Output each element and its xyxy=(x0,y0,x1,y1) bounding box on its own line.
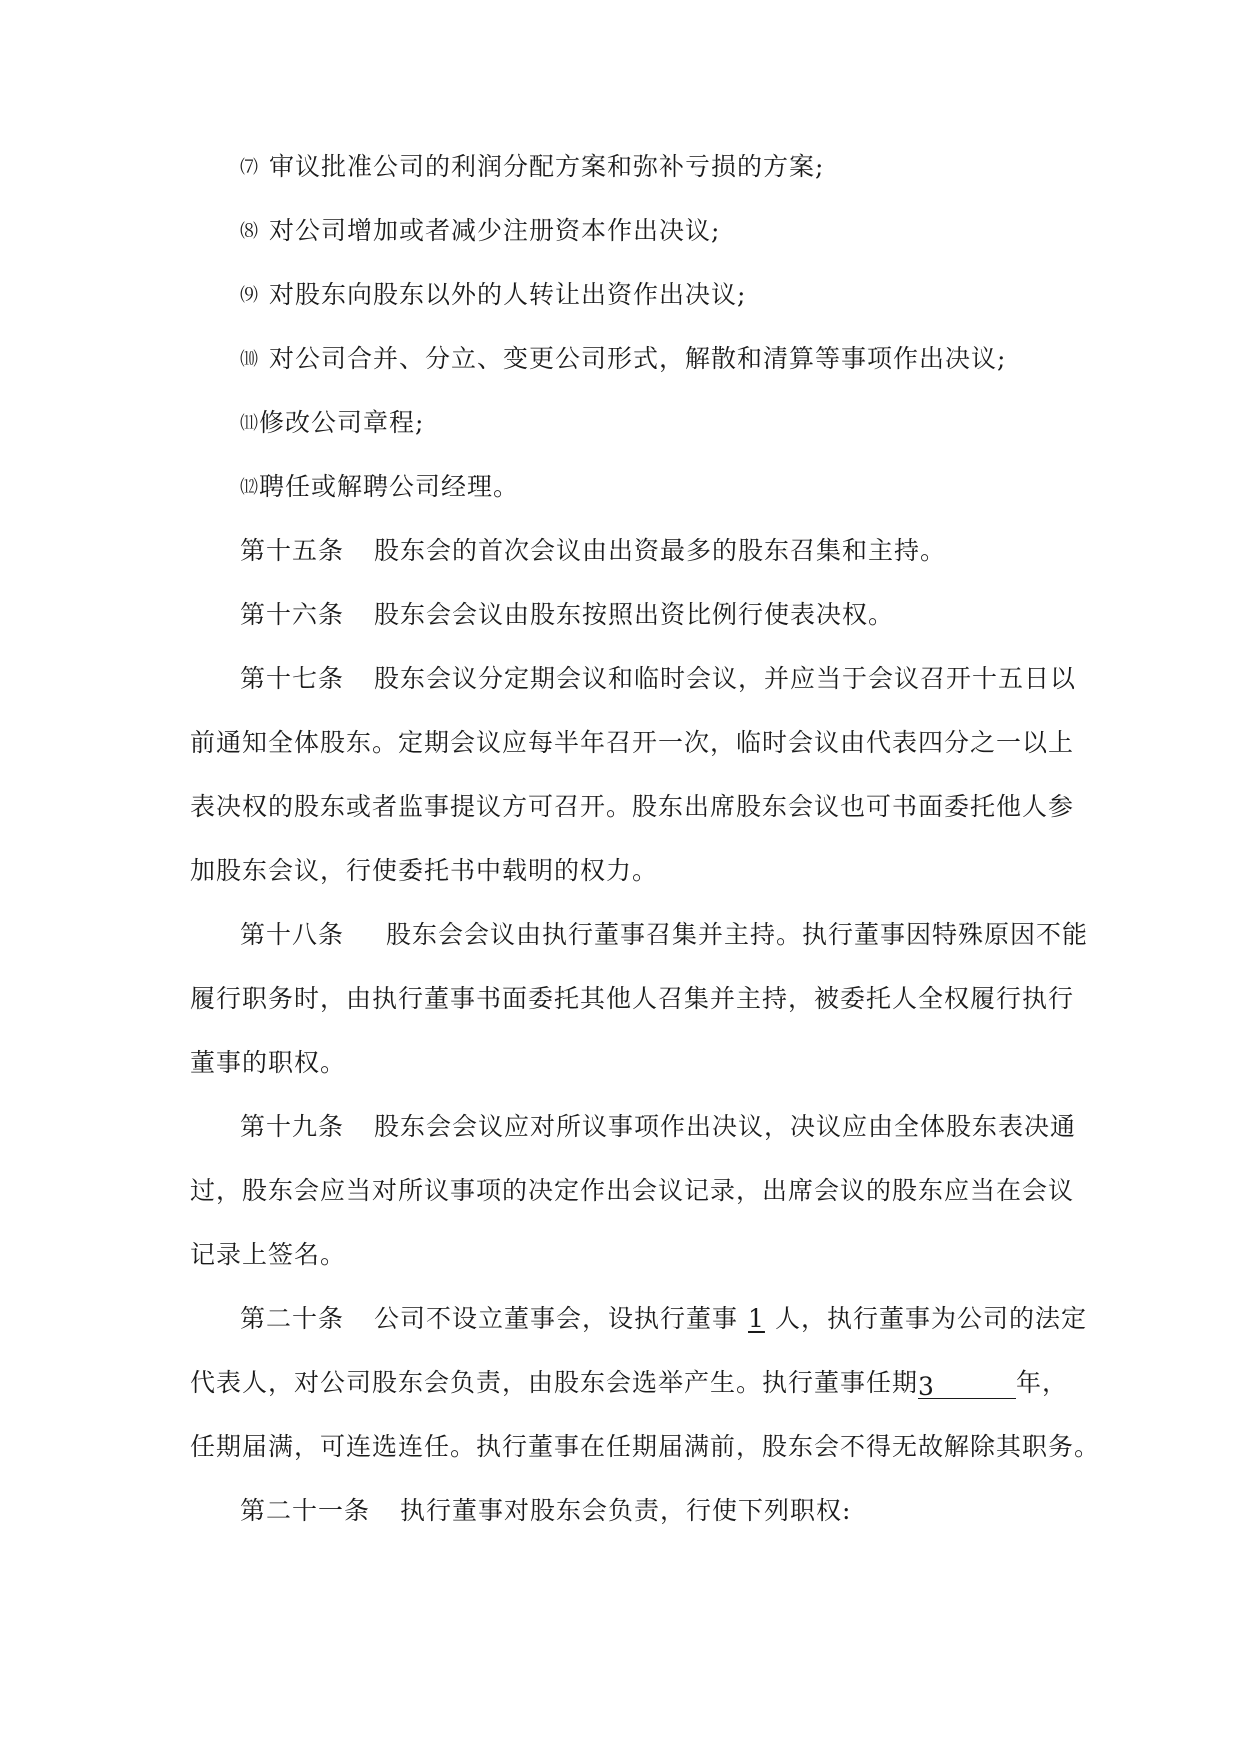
directors-count-field: 1 xyxy=(748,1304,765,1333)
article-19-line: 记录上签名。 xyxy=(190,1240,347,1269)
item-text: 对股东向股东以外的人转让出资作出决议; xyxy=(269,280,747,309)
article-heading: 第二十一条 xyxy=(240,1496,371,1525)
list-item xyxy=(240,152,824,183)
item-number: ⑾ xyxy=(240,413,259,434)
article-20-line xyxy=(190,1368,1068,1399)
item-number: ⑿ xyxy=(240,477,259,498)
article-19 xyxy=(240,1112,1076,1142)
article-text: 股东会的首次会议由出资最多的股东召集和主持。 xyxy=(374,536,947,565)
item-text: 修改公司章程; xyxy=(259,408,425,437)
article-17 xyxy=(240,664,1076,694)
article-20 xyxy=(240,1304,1087,1334)
article-heading: 第十九条 xyxy=(240,1112,345,1141)
article-17-line: 前通知全体股东。定期会议应每半年召开一次，临时会议由代表四分之一以上 xyxy=(190,728,1075,757)
article-21 xyxy=(240,1496,851,1526)
article-heading: 第十八条 xyxy=(240,920,345,949)
item-text: 聘任或解聘公司经理。 xyxy=(259,472,520,501)
article-text: 公司不设立董事会，设执行董事 xyxy=(374,1304,739,1333)
term-years-value: 3 xyxy=(918,1372,935,1401)
article-text: 股东会会议由执行董事召集并主持。执行董事因特殊原因不能 xyxy=(386,920,1089,949)
article-text: 代表人，对公司股东会负责，由股东会选举产生。执行董事任期 xyxy=(190,1368,919,1397)
list-item xyxy=(240,344,1006,375)
article-16 xyxy=(240,600,894,630)
item-text: 对公司增加或者减少注册资本作出决议; xyxy=(269,216,721,245)
article-15 xyxy=(240,536,946,566)
article-17-line: 加股东会议，行使委托书中载明的权力。 xyxy=(190,856,659,885)
item-number: ⑺ xyxy=(240,157,259,178)
term-years-field xyxy=(918,1372,1016,1399)
article-18-line: 履行职务时，由执行董事书面委托其他人召集并主持，被委托人全权履行执行 xyxy=(190,984,1075,1013)
article-heading: 第十七条 xyxy=(240,664,345,693)
list-item xyxy=(240,408,424,439)
article-20-line: 任期届满，可连选连任。执行董事在任期届满前，股东会不得无故解除其职务。 xyxy=(190,1432,1101,1461)
list-item xyxy=(240,472,519,503)
article-19-line: 过，股东会应当对所议事项的决定作出会议记录，出席会议的股东应当在会议 xyxy=(190,1176,1075,1205)
article-text: 执行董事对股东会负责，行使下列职权: xyxy=(400,1496,852,1525)
item-text: 审议批准公司的利润分配方案和弥补亏损的方案; xyxy=(269,152,825,181)
article-text: 股东会议分定期会议和临时会议，并应当于会议召开十五日以 xyxy=(374,664,1077,693)
article-text: 年， xyxy=(1016,1368,1069,1397)
item-number: ⑼ xyxy=(240,285,259,306)
article-text: 人，执行董事为公司的法定 xyxy=(774,1304,1087,1333)
article-17-line: 表决权的股东或者监事提议方可召开。股东出席股东会议也可书面委托他人参 xyxy=(190,792,1075,821)
item-text: 对公司合并、分立、变更公司形式，解散和清算等事项作出决议; xyxy=(269,344,1007,373)
list-item xyxy=(240,280,746,311)
item-number: ⑻ xyxy=(240,221,259,242)
article-18-line: 董事的职权。 xyxy=(190,1048,347,1077)
article-heading: 第十五条 xyxy=(240,536,345,565)
article-heading: 第十六条 xyxy=(240,600,345,629)
article-18 xyxy=(240,920,1088,950)
article-heading: 第二十条 xyxy=(240,1304,345,1333)
item-number: ⑽ xyxy=(240,349,259,370)
article-text: 股东会会议由股东按照出资比例行使表决权。 xyxy=(374,600,895,629)
list-item xyxy=(240,216,720,247)
article-text: 股东会会议应对所议事项作出决议，决议应由全体股东表决通 xyxy=(374,1112,1077,1141)
